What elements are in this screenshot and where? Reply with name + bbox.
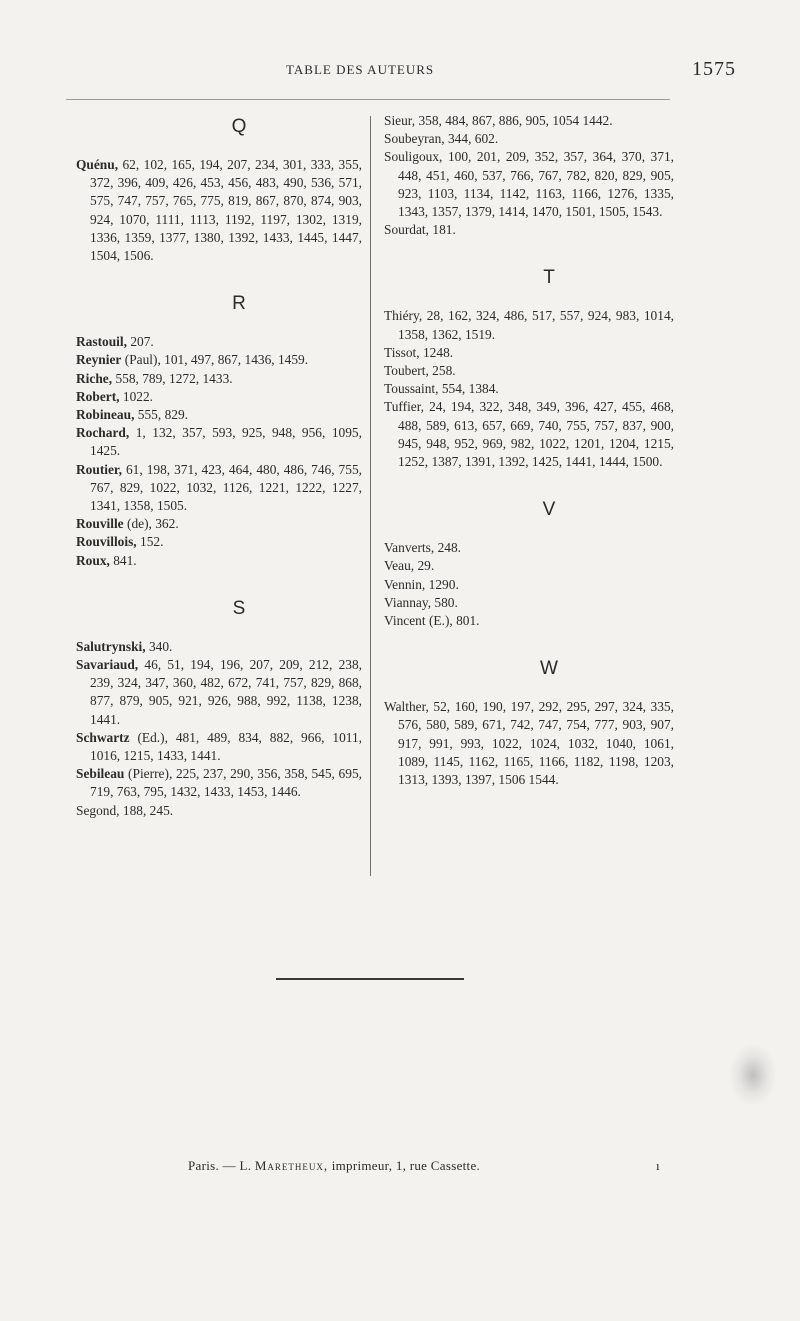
page-refs: 258. (432, 363, 456, 379)
author-name: Roux, (76, 552, 110, 568)
page-refs: (Ed.), 481, 489, 834, 882, 966, 1011, 1016, 1215, 1433, 1441. (90, 729, 363, 764)
index-entry (76, 406, 362, 424)
page-refs: 181. (432, 222, 456, 238)
index-entry (76, 388, 362, 406)
page-refs: 1248. (422, 344, 454, 360)
author-name: Tuffier, (384, 399, 425, 415)
page-refs: 841. (113, 552, 137, 568)
index-entry (384, 148, 674, 221)
author-name: Vennin, (384, 576, 426, 592)
page-refs: 340. (148, 638, 173, 654)
section-letter-v: V (542, 499, 556, 521)
index-entry (384, 576, 674, 594)
page-refs: (de), 362. (126, 516, 179, 532)
section-letter-r: R (232, 293, 246, 315)
author-name: Robert, (76, 388, 120, 404)
paper-smudge (730, 1045, 776, 1105)
page-refs: 558, 789, 1272, 1433. (115, 370, 233, 386)
index-entry (76, 333, 362, 351)
running-head (66, 58, 736, 84)
author-name: Toubert, (384, 363, 429, 379)
page-refs: 1022. (122, 388, 154, 404)
printer-imprint (188, 1158, 480, 1174)
running-title: TABLE DES AUTEURS (286, 62, 435, 77)
index-entry (76, 533, 362, 551)
index-entry (76, 552, 362, 570)
author-name: Veau, (384, 558, 415, 574)
page-refs: 152. (140, 534, 164, 550)
left-column (76, 112, 362, 820)
page-refs: 344, 602. (447, 131, 499, 147)
page-refs: 555, 829. (137, 407, 188, 423)
author-name: Salutrynski, (76, 638, 146, 654)
page-refs: (E.), 801. (428, 613, 480, 629)
imprint-initial: L. (239, 1158, 252, 1173)
author-name: Segond, (76, 802, 120, 818)
index-entry (76, 656, 362, 729)
author-name: Sieur, (384, 113, 416, 128)
index-entry (76, 638, 362, 656)
page-refs: 554, 1384. (441, 381, 499, 397)
index-entry (76, 515, 362, 533)
author-name: Robineau, (76, 407, 135, 423)
page-refs: 358, 484, 867, 886, 905, 1054 1442. (418, 113, 613, 128)
page-refs: 188, 245. (122, 802, 174, 818)
author-name: Reynier (76, 352, 122, 368)
index-entry (76, 351, 362, 369)
index-entry (384, 594, 674, 612)
author-name: Routier, (76, 461, 122, 477)
page-refs: 24, 194, 322, 348, 349, 396, 427, 455, 468, 488, 589, 613, 657, 669, 740, 755, 757, 837, 900, 945, 948, 952, 969, 982, 1022, 1201, 1204, 1215, 1252, 1387, 1391, 1392, 1425, 1441, 1444, 1500. (398, 399, 674, 470)
index-entry (384, 362, 674, 380)
page-refs: 248. (437, 540, 461, 556)
column-divider (370, 116, 371, 876)
author-name: Souligoux, (384, 149, 443, 165)
index-entry (384, 612, 674, 630)
page-refs: 62, 102, 165, 194, 207, 234, 301, 333, 355, 372, 396, 409, 426, 453, 456, 483, 490, 536, 571, 575, 747, 757, 765, 775, 819, 867, 870, 874, 903, 924, 1070, 1111, 1113, 1192, 1197, 1302, 1319, 1336, 1359, 1377, 1380, 1392, 1433, 1445, 1447, 1504, 1506. (90, 157, 362, 264)
author-name: Quénu, (76, 157, 119, 172)
page-refs: 1290. (428, 576, 459, 592)
page-refs: 29. (417, 558, 435, 574)
author-name: Vincent (384, 613, 426, 629)
page-refs: 28, 162, 324, 486, 517, 557, 924, 983, 1014, 1358, 1362, 1519. (398, 308, 674, 342)
page-refs: 207. (130, 334, 154, 350)
section-letter-s: S (232, 597, 246, 619)
page-refs: 61, 198, 371, 423, 464, 480, 486, 746, 755, 767, 829, 1022, 1032, 1126, 1221, 1222, 1227, 1341, 1358, 1505. (90, 461, 362, 514)
imprint-printer-name: Maretheux, (254, 1158, 329, 1173)
author-name: Thiéry, (384, 308, 423, 324)
author-name: Rastouil, (76, 334, 127, 350)
page-number: 1575 (692, 58, 736, 80)
author-name: Savariaud, (76, 657, 139, 673)
index-entry (76, 802, 362, 820)
author-name: Vanverts, (384, 540, 435, 556)
page-refs: 1, 132, 357, 593, 925, 948, 956, 1095, 1425. (90, 425, 362, 459)
index-entry (384, 344, 674, 362)
right-column (384, 112, 674, 789)
author-name: Schwartz (76, 729, 130, 745)
author-name: Sebileau (76, 766, 125, 782)
index-entry (384, 307, 674, 343)
author-name: Viannay, (384, 594, 432, 610)
author-name: Tissot, (384, 344, 420, 360)
index-entry (384, 130, 674, 148)
author-name: Rouvillois, (76, 534, 137, 550)
author-name: Sourdat, (384, 222, 430, 238)
end-rule (276, 978, 464, 980)
author-name: Walther, (384, 699, 429, 715)
author-name: Toussaint, (384, 381, 439, 397)
author-name: Rouville (76, 516, 124, 532)
index-entry (384, 398, 674, 471)
author-name: Soubeyran, (384, 131, 445, 147)
index-entry (76, 370, 362, 388)
index-entry (76, 729, 362, 765)
index-entry (384, 380, 674, 398)
author-name: Rochard, (76, 425, 130, 441)
page-refs: 100, 201, 209, 352, 357, 364, 370, 371, 448, 451, 460, 537, 766, 767, 782, 820, 829, 905, 923, 1103, 1134, 1142, 1163, 1166, 1276, 1335, 1343, 1357, 1379, 1414, 1470, 1501, 1505, 1543. (398, 149, 674, 220)
header-rule (66, 99, 670, 100)
index-entry (76, 156, 362, 265)
imprint-place: Paris. — (188, 1158, 236, 1173)
index-entry (76, 765, 362, 801)
index-entry (384, 112, 674, 130)
index-entry (384, 539, 674, 557)
page-refs: 46, 51, 194, 196, 207, 209, 212, 238, 239, 324, 347, 360, 482, 672, 741, 757, 829, 868, 877, 879, 905, 921, 926, 988, 992, 1138, 1238, 1441. (90, 657, 362, 727)
page-refs: (Pierre), 225, 237, 290, 356, 358, 545, 695, 719, 763, 795, 1432, 1433, 1453, 1446. (90, 766, 362, 800)
index-entry (384, 221, 674, 239)
index-entry (76, 461, 362, 516)
page-refs: 52, 160, 190, 197, 292, 295, 297, 324, 335, 576, 580, 589, 671, 742, 747, 754, 777, 903, 907, 917, 991, 993, 1022, 1024, 1032, 1040, 1061, 1089, 1145, 1162, 1165, 1166, 1182, 1198, 1203, 1313, 1393, 1397, 1506 1544. (398, 699, 674, 788)
page-refs: (Paul), 101, 497, 867, 1436, 1459. (124, 352, 309, 368)
section-letter-q: Q (231, 116, 247, 137)
index-entry (384, 557, 674, 575)
stray-mark: ı (656, 1158, 660, 1173)
index-entry (76, 424, 362, 460)
section-letter-t: T (543, 267, 555, 289)
index-entry (384, 698, 674, 789)
section-letter-w: W (540, 658, 558, 680)
imprint-address: imprimeur, 1, rue Cassette. (331, 1158, 481, 1173)
page-refs: 580. (434, 594, 458, 610)
author-name: Riche, (76, 370, 113, 386)
